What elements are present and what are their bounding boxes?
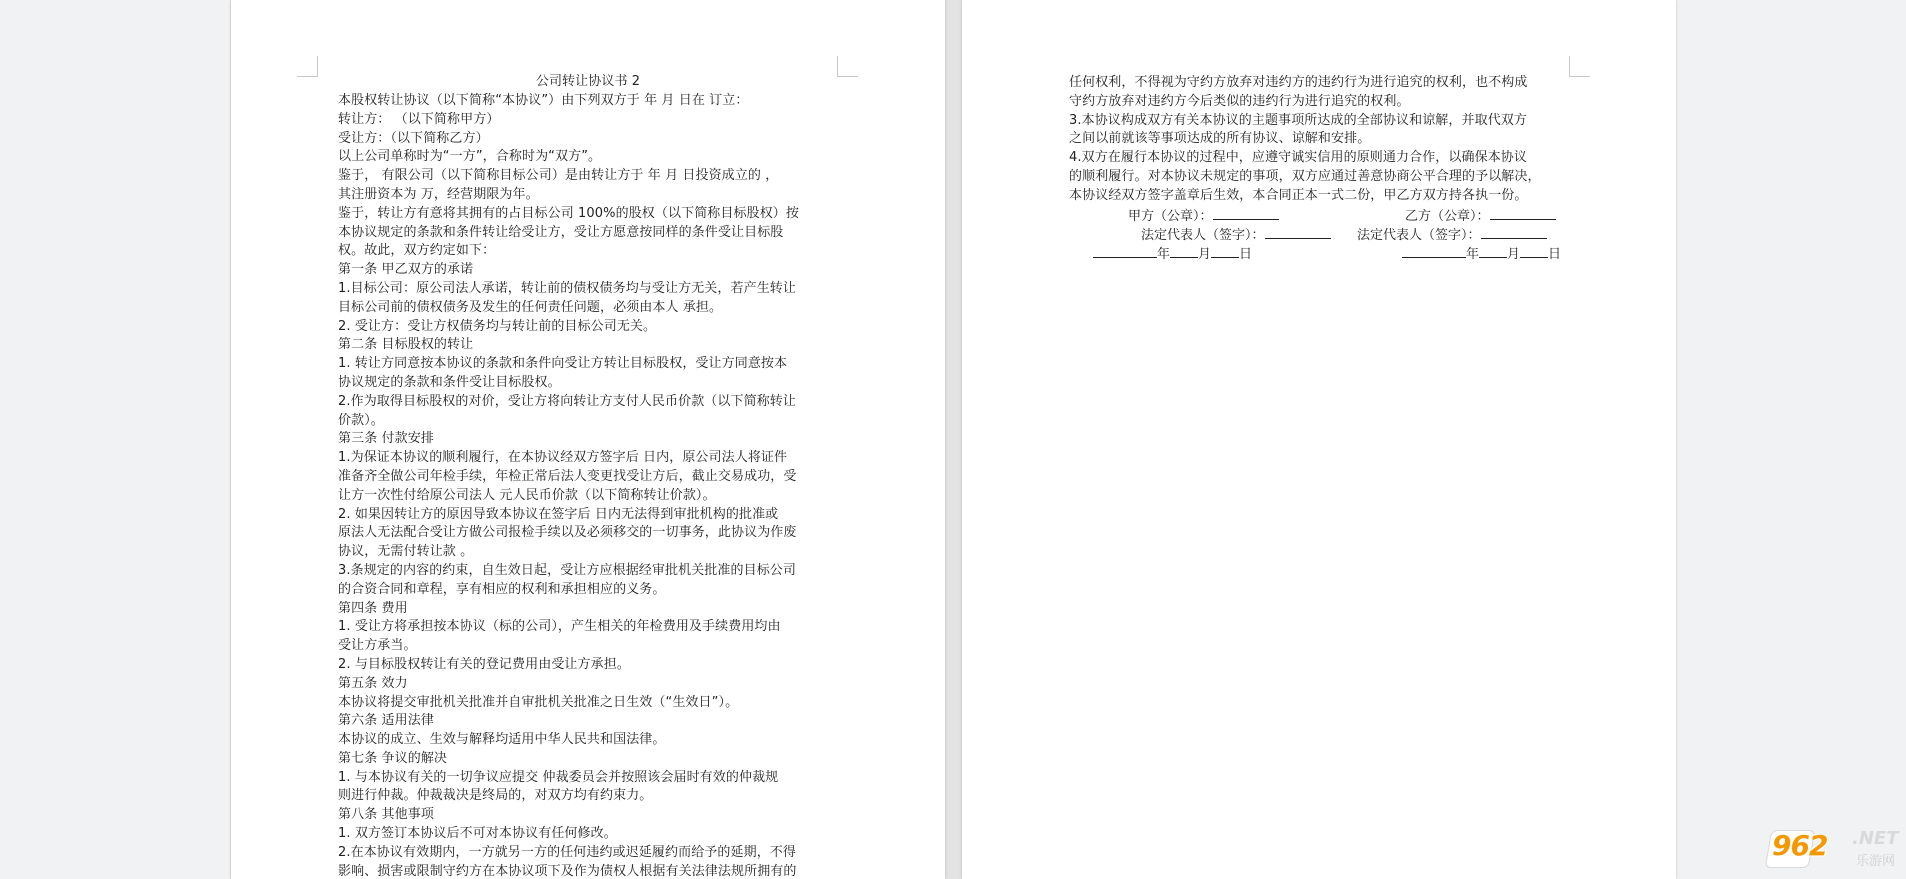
party-a-seal-row — [1128, 207, 1279, 227]
page-1-text-line: 2.在本协议有效期内，一方就另一方的任何违约或迟延履约而给予的延期，不得 — [338, 844, 797, 860]
party-a-rep-row — [1141, 226, 1331, 246]
page-1-text-line: 3.条规定的内容的约束，自生效日起，受让方应根据经审批机关批准的目标公司 — [338, 562, 797, 578]
page-2-text-line: 4.双方在履行本协议的过程中，应遵守诚实信用的原则通力合作，以确保本协议 — [1069, 150, 1528, 166]
page-1-text-line: 鉴于，转让方有意将其拥有的占目标公司 100%的股权（以下简称目标股权）按 — [338, 205, 799, 221]
page-1-text-line: 1. 与本协议有关的一切争议应提交 仲裁委员会并按照该会届时有效的仲裁规 — [338, 769, 779, 785]
page-1-text-line: 本股权转让协议（以下简称“本协议”）由下列双方于 年 月 日在 订立： — [338, 93, 749, 108]
page-1-text-line: 转让方： （以下简称甲方） — [338, 111, 500, 127]
page-1-text-line: 第一条 甲乙双方的承诺 — [338, 262, 474, 278]
watermark-number: 962 — [1772, 829, 1828, 862]
party-a-seal-blank — [1213, 207, 1279, 220]
viewer-background-right — [1676, 0, 1906, 879]
page-1-text-line: 第六条 适用法律 — [338, 713, 434, 729]
page-1-text-line: 让方一次性付给原公司法人 元人民币价款（以下简称转让价款）。 — [338, 487, 716, 503]
party-a-rep-blank — [1265, 226, 1331, 239]
page-1-text-line: 2. 受让方：受让方权债务均与转让前的目标公司无关。 — [338, 318, 657, 334]
page-2-text-line: 3.本协议构成双方有关本协议的主题事项所达成的全部协议和谅解，并取代双方 — [1069, 112, 1528, 128]
page-1-text-line: 第二条 目标股权的转让 — [338, 337, 474, 353]
watermark-subtitle: 乐游网 — [1856, 854, 1896, 869]
page-1-text-line: 以上公司单称时为“一方”，合称时为“双方”。 — [338, 149, 602, 165]
viewer-background-left — [0, 0, 230, 879]
party-b-seal-blank — [1490, 207, 1556, 220]
party-a-date-row — [1093, 245, 1252, 265]
page-1-text-line: 影响、损害或限制守约方在本协议项下及作为债权人根据有关法律法规所拥有的 — [338, 863, 797, 879]
page-1-text-line: 的合资合同和章程，享有相应的权利和承担相应的义务。 — [338, 581, 666, 597]
page-2-text-line: 之间以前就该等事项达成的所有协议、谅解和安排。 — [1069, 131, 1371, 147]
page-1-text-line: 第七条 争议的解决 — [338, 750, 448, 766]
party-b-rep-row — [1357, 226, 1547, 246]
page-1-text-line: 第三条 付款安排 — [338, 431, 434, 447]
party-a-rep-label: 法定代表人（签字）： — [1141, 228, 1265, 243]
document-title: 公司转让协议书 2 — [535, 74, 641, 89]
page-1-text-line: 受让方承当。 — [338, 638, 417, 654]
party-a-seal-label: 甲方（公章）： — [1128, 209, 1213, 224]
watermark-net: .NET — [1852, 828, 1899, 849]
page-1-text-line: 受让方：（以下简称乙方） — [338, 130, 489, 146]
site-watermark-logo — [1768, 826, 1898, 874]
page-1-text-line: 准备齐全做公司年检手续，年检正常后法人变更找受让方后，截止交易成功，受 — [338, 468, 797, 484]
year-label: 年 — [1466, 247, 1480, 262]
month-label: 月 — [1198, 247, 1212, 262]
party-b-rep-label: 法定代表人（签字）： — [1357, 228, 1481, 243]
page-2-text-line: 任何权利，不得视为守约方放弃对违约方的违约行为进行追究的权利，也不构成 — [1069, 75, 1528, 90]
page-gap — [945, 0, 962, 879]
page-1-text-line: 1.目标公司：原公司法人承诺，转让前的债权债务均与受让方无关，若产生转让 — [338, 280, 797, 296]
margin-corner-top-left — [297, 56, 318, 77]
page-1-text-line: 1.为保证本协议的顺利履行，在本协议经双方签字后 日内，原公司法人将证件 — [338, 450, 788, 466]
page-1-text-line: 协议，无需付转让款 。 — [338, 544, 474, 560]
page-1-text-line: 则进行仲裁。仲裁裁决是终局的，对双方均有约束力。 — [338, 788, 653, 804]
page-1-text-line: 其注册资本为 万，经营期限为年。 — [338, 186, 539, 202]
page-1-text-line: 第八条 其他事项 — [338, 807, 434, 823]
page-1-text-line: 第四条 费用 — [338, 600, 408, 616]
day-label: 日 — [1239, 247, 1253, 262]
page-1-text-line: 原法人无法配合受让方做公司报检手续以及必须移交的一切事务，此协议为作废 — [338, 525, 797, 541]
page-2-text-line: 的顺利履行。对本协议未规定的事项，双方应通过善意协商公平合理的予以解决， — [1069, 168, 1541, 184]
year-label: 年 — [1157, 247, 1171, 262]
margin-corner-top-right — [1569, 56, 1590, 77]
page-1-text-line: 2.作为取得目标股权的对价，受让方将向转让方支付人民币价款（以下简称转让 — [338, 393, 797, 409]
page-2-body — [1069, 74, 1541, 206]
page-1-text-line: 本协议将提交审批机关批准并自审批机关批准之日生效（“生效日”）。 — [338, 694, 739, 710]
page-1-text-line: 本协议规定的条款和条件转让给受让方，受让方愿意按同样的条件受让目标股 — [338, 224, 784, 240]
page-1-text-line: 协议规定的条款和条件受让目标股权。 — [338, 374, 561, 390]
page-1-text-line: 2. 如果因转让方的原因导致本协议在签字后 日内无法得到审批机构的批准或 — [338, 506, 779, 522]
page-2-text-line: 本协议经双方签字盖章后生效，本合同正本一式二份，甲乙方双方持各执一份。 — [1069, 187, 1528, 203]
party-b-date-row — [1402, 245, 1561, 265]
page-1-text-line: 鉴于， 有限公司（以下简称目标公司）是由转让方于 年 月 日投资成立的 ， — [338, 168, 779, 184]
page-1-text-line: 1. 双方签订本协议后不可对本协议有任何修改。 — [338, 826, 617, 842]
page-2-text-line: 守约方放弃对违约方今后类似的违约行为进行追究的权利。 — [1069, 93, 1410, 109]
page-1-text-line: 权。故此，双方约定如下： — [338, 243, 496, 259]
party-b-seal-label: 乙方（公章）： — [1405, 209, 1490, 224]
party-b-seal-row — [1405, 207, 1556, 227]
page-1-text-line: 目标公司前的债权债务及发生的任何责任问题，必须由本人 承担。 — [338, 299, 723, 315]
document-page-2 — [962, 0, 1676, 879]
page-1-text-line: 价款）。 — [338, 412, 384, 428]
day-label: 日 — [1548, 247, 1562, 262]
party-b-rep-blank — [1481, 226, 1547, 239]
page-1-text-line: 本协议的成立、生效与解释均适用中华人民共和国法律。 — [338, 732, 666, 748]
month-label: 月 — [1507, 247, 1521, 262]
page-1-text-line: 1. 受让方将承担按本协议（标的公司），产生相关的年检费用及手续费用均由 — [338, 619, 781, 635]
margin-corner-top-right — [837, 56, 858, 77]
page-1-text-line: 1. 转让方同意按本协议的条款和条件向受让方转让目标股权，受让方同意按本 — [338, 356, 788, 372]
page-1-text-line: 第五条 效力 — [338, 675, 408, 691]
page-1-body — [338, 92, 799, 879]
document-page-1 — [231, 0, 945, 879]
page-1-text-line: 2. 与目标股权转让有关的登记费用由受让方承担。 — [338, 656, 630, 672]
